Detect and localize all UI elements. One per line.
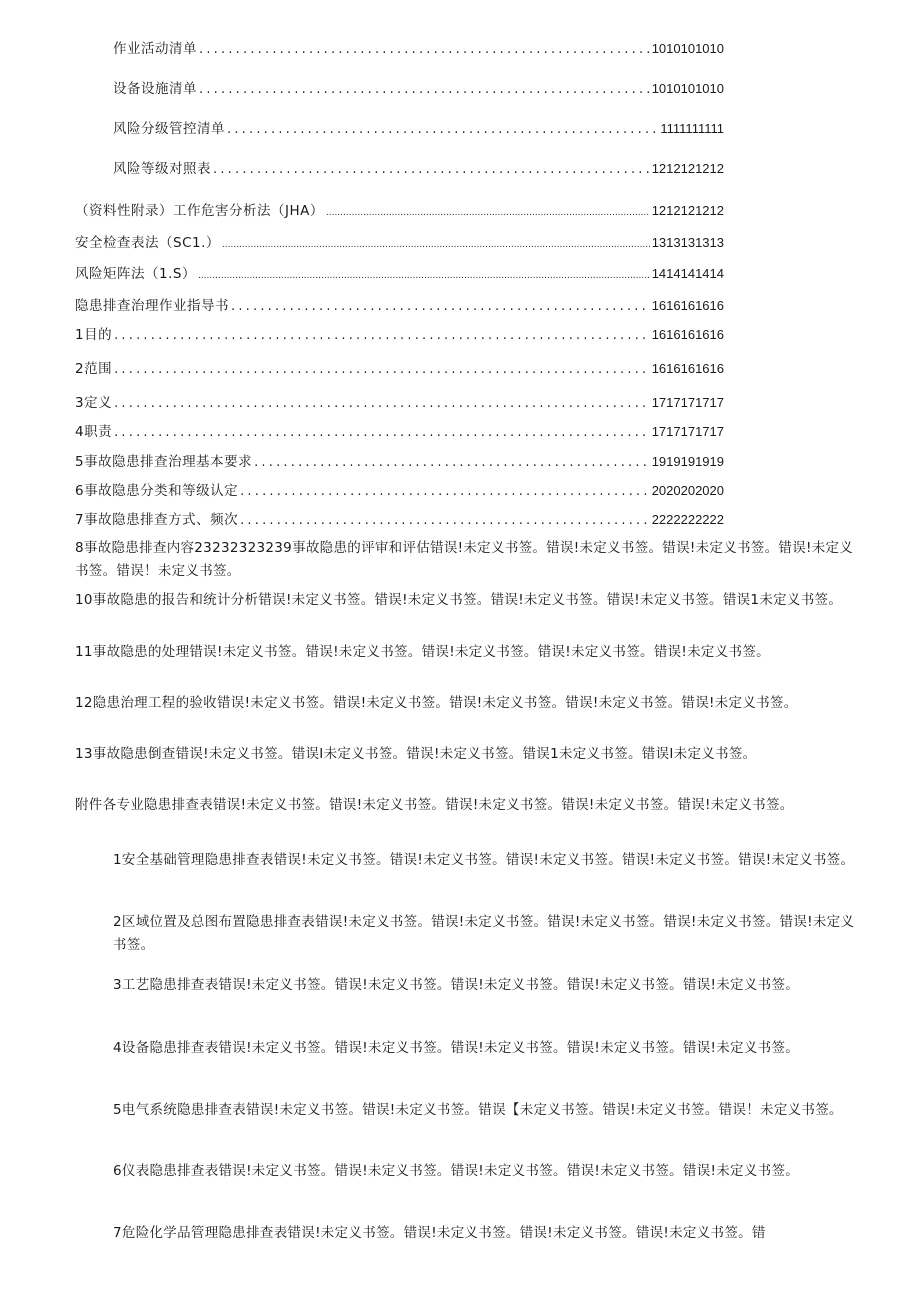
- toc-entry[interactable]: [75, 481, 724, 501]
- toc-entry-label: 作业活动清单: [113, 41, 197, 57]
- dot-leader: [240, 482, 650, 502]
- toc-entry-label: 风险分级管控清单: [113, 121, 225, 137]
- toc-paragraph-entry: 4设备隐患排查表错误!未定义书签。错误!未定义书签。错误!未定义书签。错误!未定义书签。错误!未定义书签。: [113, 1040, 800, 1056]
- toc-entry[interactable]: [75, 452, 724, 472]
- toc-entry[interactable]: [75, 422, 724, 442]
- toc-entry-page: 1414141414: [651, 266, 724, 281]
- toc-entry-label: 安全检查表法（SC1.）: [75, 235, 220, 251]
- toc-entry-label: 6事故隐患分类和等级认定: [75, 483, 239, 499]
- toc-paragraph-entry: 1安全基础管理隐患排查表错误!未定义书签。错误!未定义书签。错误!未定义书签。错误!未定义书签。错误!未定义书签。: [113, 852, 855, 868]
- toc-entry[interactable]: [75, 510, 724, 530]
- toc-entry-label: 风险等级对照表: [113, 161, 211, 177]
- toc-entry[interactable]: [75, 264, 724, 284]
- toc-entry-page: 1616161616: [651, 327, 724, 342]
- toc-entry-label: 风险矩阵法（1.S）: [75, 266, 196, 282]
- toc-paragraph-entry: 6仪表隐患排查表错误!未定义书签。错误!未定义书签。错误!未定义书签。错误!未定义书签。错误!未定义书签。: [113, 1163, 800, 1179]
- toc-entry[interactable]: [113, 39, 724, 59]
- dot-leader: [213, 160, 650, 180]
- dot-leader: [222, 235, 650, 255]
- toc-entry-label: 5事故隐患排查治理基本要求: [75, 454, 253, 470]
- dot-leader: [199, 40, 650, 60]
- toc-paragraph-entry: 13事故隐患倒查错误!未定义书签。错误I未定义书签。错误!未定义书签。错误1未定义书签。错误I未定义书签。: [75, 746, 757, 762]
- toc-entry-page: 1010101010: [651, 41, 724, 56]
- dot-leader: [198, 266, 650, 286]
- toc-entry-page: 1919191919: [651, 454, 724, 469]
- toc-entry-label: 隐患排查治理作业指导书: [75, 298, 229, 314]
- toc-paragraph-entry: 11事故隐患的处理错误!未定义书签。错误!未定义书签。错误!未定义书签。错误!未定义书签。错误!未定义书签。: [75, 644, 770, 660]
- toc-entry-page: 1717171717: [651, 424, 724, 439]
- toc-entry[interactable]: [75, 359, 724, 379]
- toc-entry-label: 设备设施清单: [113, 81, 197, 97]
- toc-entry-label: 7事故隐患排查方式、频次: [75, 512, 239, 528]
- toc-entry-page: 1010101010: [651, 81, 724, 96]
- toc-entry-label: 4职责: [75, 424, 113, 440]
- toc-entry-page: 1212121212: [651, 161, 724, 176]
- toc-entry-page: 1212121212: [651, 203, 724, 218]
- toc-entry-label: 1目的: [75, 327, 113, 343]
- dot-leader: [240, 511, 650, 531]
- toc-paragraph-entry: 2区域位置及总图布置隐患排查表错误!未定义书签。错误!未定义书签。错误!未定义书签。错误!未定义书签。错误!未定义书签。: [113, 914, 855, 953]
- dot-leader: [227, 120, 658, 140]
- toc-entry[interactable]: [113, 79, 724, 99]
- toc-entry-page: 2222222222: [651, 512, 724, 527]
- toc-entry-label: （资料性附录）工作危害分析法（JHA）: [75, 203, 324, 219]
- dot-leader: [199, 80, 650, 100]
- dot-leader: [114, 394, 650, 414]
- dot-leader: [114, 360, 650, 380]
- dot-leader: [114, 423, 650, 443]
- toc-paragraph-entry: 8事故隐患排查内容23232323239事故隐患的评审和评估错误!未定义书签。错误!未定义书签。错误!未定义书签。错误!未定义书签。错误！未定义书签。: [75, 540, 854, 579]
- toc-entry-page: 1111111111: [660, 121, 724, 136]
- toc-entry-page: 1616161616: [651, 298, 724, 313]
- toc-entry[interactable]: [75, 393, 724, 413]
- dot-leader: [326, 203, 650, 223]
- toc-paragraph-entry: 3工艺隐患排查表错误!未定义书签。错误!未定义书签。错误!未定义书签。错误!未定义书签。错误!未定义书签。: [113, 977, 800, 993]
- toc-paragraph-entry: 7危险化学品管理隐患排查表错误!未定义书签。错误!未定义书签。错误!未定义书签。错误!未定义书签。错: [113, 1225, 766, 1241]
- toc-entry[interactable]: [75, 325, 724, 345]
- toc-entry-page: 1616161616: [651, 361, 724, 376]
- toc-entry-page: 1717171717: [651, 395, 724, 410]
- toc-entry[interactable]: [75, 233, 724, 253]
- toc-paragraph-entry: 10事故隐患的报告和统计分析错误!未定义书签。错误!未定义书签。错误!未定义书签。错误!未定义书签。错误1未定义书签。: [75, 592, 843, 608]
- dot-leader: [254, 453, 650, 473]
- toc-entry-page: 1313131313: [651, 235, 724, 250]
- toc-entry-label: 3定义: [75, 395, 113, 411]
- toc-entry[interactable]: [113, 119, 724, 139]
- toc-entry-page: 2020202020: [651, 483, 724, 498]
- toc-paragraph-entry: 5电气系统隐患排查表错误!未定义书签。错误!未定义书签。错误【未定义书签。错误!未定义书签。错误！未定义书签。: [113, 1102, 843, 1118]
- dot-leader: [114, 326, 650, 346]
- toc-entry-label: 2范围: [75, 361, 113, 377]
- toc-entry[interactable]: [75, 201, 724, 221]
- toc-paragraph-entry: 12隐患治理工程的验收错误!未定义书签。错误!未定义书签。错误!未定义书签。错误!未定义书签。错误!未定义书签。: [75, 695, 798, 711]
- dot-leader: [231, 297, 650, 317]
- toc-entry[interactable]: [113, 159, 724, 179]
- toc-paragraph-entry: 附件各专业隐患排查表错误!未定义书签。错误!未定义书签。错误!未定义书签。错误!未定义书签。错误!未定义书签。: [75, 797, 794, 813]
- toc-entry[interactable]: [75, 296, 724, 316]
